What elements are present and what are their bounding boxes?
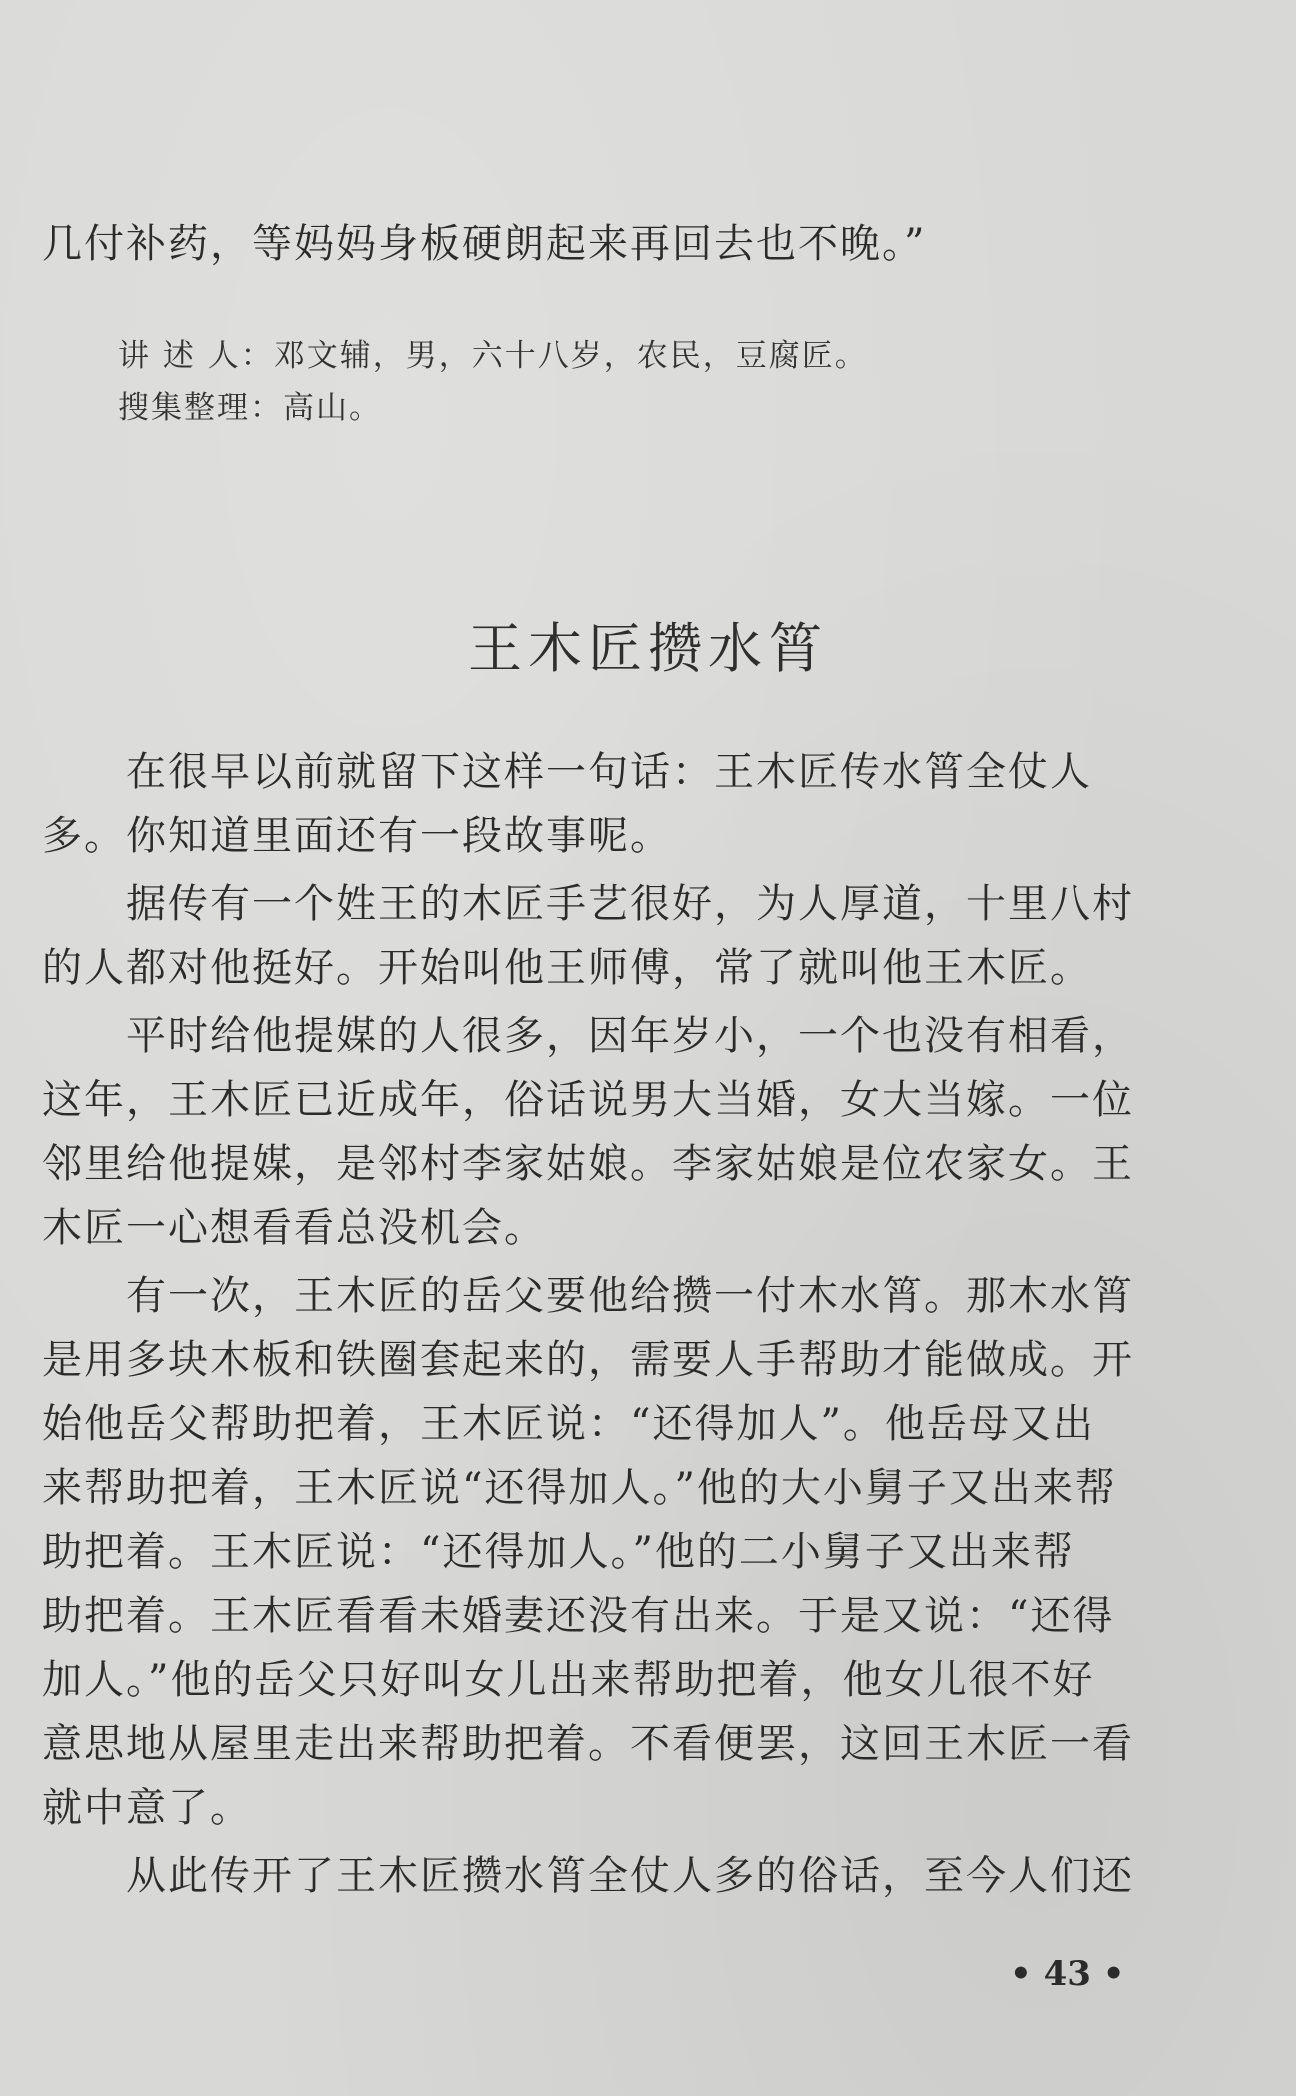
body-line: 木匠一心想看看总没机会。 [42, 1205, 546, 1251]
body-line: 这年，王木匠已近成年，俗话说男大当婚，女大当嫁。一位 [42, 1077, 1134, 1123]
body-line: 来帮助把着，王木匠说“还得加人。”他的大小舅子又出来帮 [42, 1465, 1117, 1511]
body-line: 助把着。王木匠说：“还得加人。”他的二小舅子又出来帮 [42, 1529, 1075, 1575]
body-line: 邻里给他提媒，是邻村李家姑娘。李家姑娘是位农家女。王 [42, 1141, 1134, 1187]
body-line: 多。你知道里面还有一段故事呢。 [42, 813, 672, 859]
body-line: 有一次，王木匠的岳父要他给攒一付木水筲。那木水筲 [42, 1273, 1134, 1319]
credits-collector: 搜集整理：高山。 [118, 390, 382, 426]
body-line: 是用多块木板和铁圈套起来的，需要人手帮助才能做成。开 [42, 1337, 1134, 1383]
page-number: • 43 • [1010, 1954, 1125, 1994]
body-line: 据传有一个姓王的木匠手艺很好，为人厚道，十里八村 [42, 881, 1134, 927]
credits-narrator: 讲 述 人：邓文辅，男，六十八岁，农民，豆腐匠。 [118, 338, 868, 374]
body-line: 始他岳父帮助把着，王木匠说：“还得加人”。他岳母又出 [42, 1401, 1095, 1447]
body-line: 的人都对他挺好。开始叫他王师傅，常了就叫他王木匠。 [42, 945, 1092, 991]
body-line: 就中意了。 [42, 1785, 252, 1831]
story-title: 王木匠攒水筲 [468, 617, 828, 680]
body-line: 平时给他提媒的人很多，因年岁小，一个也没有相看， [42, 1013, 1134, 1059]
body-line: 加人。”他的岳父只好叫女儿出来帮助把着，他女儿很不好 [42, 1657, 1095, 1703]
body-line: 在很早以前就留下这样一句话：王木匠传水筲全仗人 [42, 749, 1092, 795]
body-line: 助把着。王木匠看看未婚妻还没有出来。于是又说：“还得 [42, 1593, 1115, 1639]
body-line: 意思地从屋里走出来帮助把着。不看便罢，这回王木匠一看 [42, 1721, 1134, 1767]
top-line: 几付补药，等妈妈身板硬朗起来再回去也不晚。” [42, 221, 927, 267]
body-line: 从此传开了王木匠攒水筲全仗人多的俗话，至今人们还 [42, 1853, 1134, 1899]
